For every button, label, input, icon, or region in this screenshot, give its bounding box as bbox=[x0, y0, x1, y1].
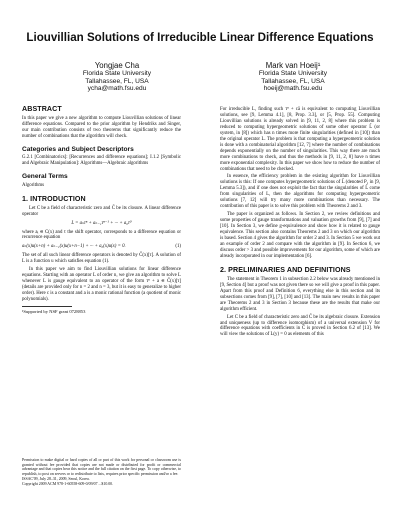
intro-paragraph: The set of all such linear difference operators is denoted by C̄(x)[τ]. A solution of L is a function u which satisfies equation (1). bbox=[22, 253, 181, 265]
body-paragraph: Let C be a field of characteristic zero and C̄ be its algebraic closure. Extension and uniqueness (up to difference isomorphism) of a universal extension V for difference equations with coefficients in C̄ is proved in Section 6.2 of [13]. We will view the solutions of L(y) = 0 as elements of this bbox=[220, 314, 380, 338]
body-paragraph: In essence, the efficiency problem in the existing algorithm for Liouvillian solutions is this: If one computes hypergeometric solutions of L̃ (denoted P₁ in [9, Lemma 5.3]), and if one does not exploit the fact that the singularities of L̃ come from singularities of L, then the algorithms for computing hypergeometric solutions [7, 12] will try many more combinations than necessary. The contribution of this paper is to solve this problem with Theorems 2 and 3. bbox=[220, 174, 380, 210]
general-terms-text: Algorithms bbox=[22, 182, 45, 188]
author-name: Yongjae Cha bbox=[94, 61, 140, 70]
recurrence-equation bbox=[22, 244, 181, 250]
intro-paragraph: In this paper we aim to find Liouvillian solutions for linear difference equations. Starting with an operator L of order n, we give an algorithm to solve L whenever L is gauge equivalent to an operator of the form τⁿ + a ∈ C̄(x)[τ] (details are provided only for n = 2 and n = 3, but it is easy to generalize to higher order). Here c is a constant and a is a monic rational function (a quotient of monic polynomials). bbox=[22, 267, 181, 303]
footnote: ¹Supported by NSF grant 0728853 bbox=[22, 309, 86, 315]
left-column bbox=[22, 105, 181, 315]
author-block-1 bbox=[52, 61, 182, 93]
author-email: ycha@math.fsu.edu bbox=[87, 85, 147, 93]
body-paragraph: The statement in Theorem 1 in subsection 2.2 below was already mentioned in [9, Section 4] but a proof was not given there so we will give a proof in this paper. Apart from this proof and Definition 6, everything else in this section and its subsections comes from [9], [7], [10] and [13]. The main new results in this paper are Theorems 2 and 3 in Section 3 because these are the results that make our algorithm efficient. bbox=[220, 276, 380, 312]
body-paragraph: For irreducible L, finding such τⁿ + cā is equivalent to computing Liouvillian solutions, see [9, Lemma 4.1], [8, Prop. 3.3], or [5, Prop. 55]. Computing Liouvillian solutions is already solved in [9, 11, 2, 8] where this problem is reduced to computing hypergeometric solutions of some other operator L̃ (or system, in [8]) which has n times more finite singularities (defined in [10]) than the original operator L. The problem is that computing a hypergeometric solution is done with a combinatorial algorithm [12, 7] where the number of combinations depends exponentially on the number of singularities. This way there are much more combinations to check, and thus the methods in [9, 11, 2, 8] have n times more exponential complexity. In this paper we show how to reduce the number of combinations that need to be checked. bbox=[220, 107, 380, 172]
paper-title: Liouvillian Solutions of Irreducible Linear Difference Equations bbox=[26, 31, 374, 44]
introduction-heading: 1. INTRODUCTION bbox=[22, 194, 86, 203]
author-affiliation: Florida State University bbox=[258, 70, 328, 77]
author-address: Tallahassee, FL, USA bbox=[85, 77, 149, 85]
footnote-rule bbox=[22, 306, 72, 307]
right-column bbox=[220, 107, 380, 340]
operator-equation: L = aₙτⁿ + aₙ₋₁τⁿ⁻¹ + ··· + a₀τ⁰ bbox=[71, 220, 132, 226]
intro-paragraph: Let C be a field of characteristic zero and C̄ be its closure. A linear difference operator bbox=[22, 205, 181, 217]
categories-text: G.2.1 [Combinatorics]: [Recurrences and difference equations]; I.1.2 [Symbolic and Algebraic Manipulation]: Algorithms—Algebraic algorithms bbox=[22, 155, 181, 167]
author-name: Mark van Hoeij¹ bbox=[265, 61, 321, 70]
recurrence-equation-body: aₙ(x)u(x+n) + aₙ₋₁(x)u(x+n−1) + ··· + a₀(x)u(x) = 0. bbox=[22, 244, 126, 250]
author-affiliation: Florida State University bbox=[82, 70, 152, 77]
intro-paragraph: where aᵢ ∈ C(x) and τ the shift operator, corresponds to a difference equation or recurrence equation bbox=[22, 229, 181, 241]
permission-notice: Permission to make digital or hard copies of all or part of this work for personal or classroom use is granted without fee provided that copies are not made or distributed for profit or commercial advantage and that copies bear this notice and the full citation on the first page. To copy otherwise, to republish, to post on servers or to redistribute to lists, requires prior specific permission and/or a fee. ISSAC'09, July 28–31, 2009, Seoul, Korea. Copyright 2009 ACM 978-1-60558-609-0/09/07 ...$10.00. bbox=[22, 458, 181, 486]
author-email: hoeij@math.fsu.edu bbox=[263, 85, 323, 93]
general-terms-heading: General Terms bbox=[22, 173, 68, 181]
equation-number: (1) bbox=[175, 244, 181, 250]
author-block-2 bbox=[228, 61, 358, 93]
author-address: Tallahassee, FL, USA bbox=[261, 77, 325, 85]
abstract-heading: ABSTRACT bbox=[22, 105, 62, 113]
section-2-heading: 2. PRELIMINARIES AND DEFINITIONS bbox=[220, 265, 351, 274]
body-paragraph: The paper is organized as follows. In Section 2, we review definitions and some properties of gauge transformations and valuation growths from [9], [7] and [10]. In Section 3, we define g-equivalence and show how it is related to gauge equivalence. This section also contains Theorems 2 and 3 on which our algorithm is based. Section 4 gives the algorithm for order 2 and 3. In Section 5 we work out an example of order 2 and compare with the algorithm in [9]. In Section 6, we discuss order > 3 and possible improvements for our algorithm, some of which are already incorporated in our implementation [6]. bbox=[220, 212, 380, 259]
categories-heading: Categories and Subject Descriptors bbox=[22, 145, 134, 153]
abstract-text: In this paper we give a new algorithm to compute Liouvillian solutions of linear difference equations. Compared to the prior algorithm by Hendriks and Singer, our main contribution consists of two theorems that significantly reduce the number of combinations that the algorithm will check. bbox=[22, 116, 181, 139]
